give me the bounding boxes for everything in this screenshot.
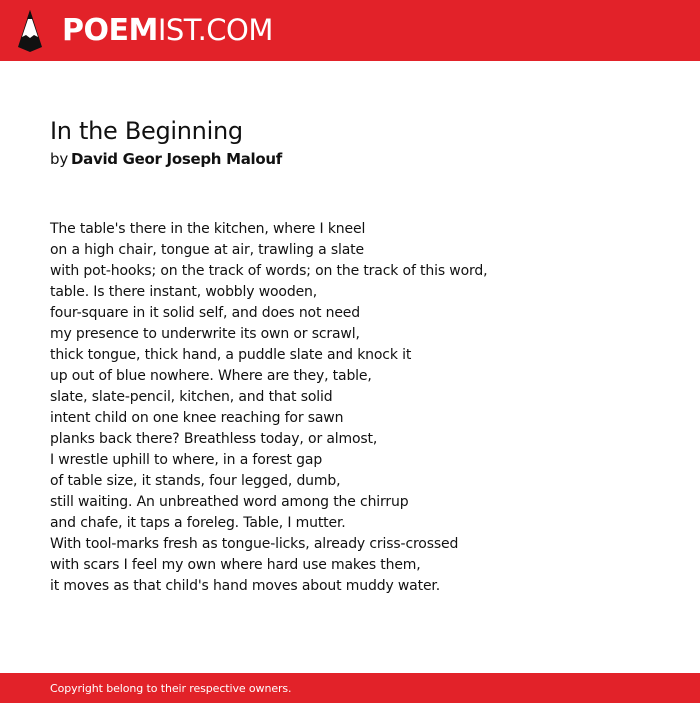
poem-line: The table's there in the kitchen, where I kneel bbox=[50, 221, 366, 237]
pencil-tip-icon[interactable] bbox=[17, 9, 43, 52]
byline-prefix: by bbox=[50, 150, 68, 168]
site-header bbox=[0, 0, 700, 61]
poem-line: with scars I feel my own where hard use makes them, bbox=[50, 557, 421, 573]
poem-line: of table size, it stands, four legged, dumb, bbox=[50, 473, 341, 489]
poem-line: intent child on one knee reaching for sawn bbox=[50, 410, 344, 426]
poem-line: slate, slate-pencil, kitchen, and that solid bbox=[50, 389, 333, 405]
poem-line: four-square in it solid self, and does not need bbox=[50, 305, 360, 321]
poem-line: it moves as that child's hand moves about muddy water. bbox=[50, 578, 441, 594]
author-name[interactable]: David Geor Joseph Malouf bbox=[71, 150, 282, 168]
poem-line: my presence to underwrite its own or scrawl, bbox=[50, 326, 360, 342]
poem-line: table. Is there instant, wobbly wooden, bbox=[50, 284, 318, 300]
poem-line: on a high chair, tongue at air, trawling a slate bbox=[50, 242, 364, 258]
brand-light-text: IST.COM bbox=[157, 13, 273, 47]
poem-line: With tool-marks fresh as tongue-licks, already criss-crossed bbox=[50, 536, 459, 552]
poem-line: with pot-hooks; on the track of words; on the track of this word, bbox=[50, 263, 488, 279]
poem-title: In the Beginning bbox=[50, 117, 243, 145]
poem-byline bbox=[50, 149, 282, 169]
poem-line: up out of blue nowhere. Where are they, table, bbox=[50, 368, 372, 384]
site-logo-text[interactable] bbox=[62, 13, 273, 47]
site-footer bbox=[0, 673, 700, 703]
poem-line: thick tongue, thick hand, a puddle slate and knock it bbox=[50, 347, 412, 363]
poem-body bbox=[50, 219, 670, 597]
poem-line: and chafe, it taps a foreleg. Table, I mutter. bbox=[50, 515, 346, 531]
brand-bold-text: POEM bbox=[62, 13, 158, 48]
poem-line: I wrestle uphill to where, in a forest gap bbox=[50, 452, 323, 468]
poem-line: planks back there? Breathless today, or almost, bbox=[50, 431, 378, 447]
copyright-notice: Copyright belong to their respective owners. bbox=[50, 682, 292, 695]
poem-line: still waiting. An unbreathed word among the chirrup bbox=[50, 494, 409, 510]
